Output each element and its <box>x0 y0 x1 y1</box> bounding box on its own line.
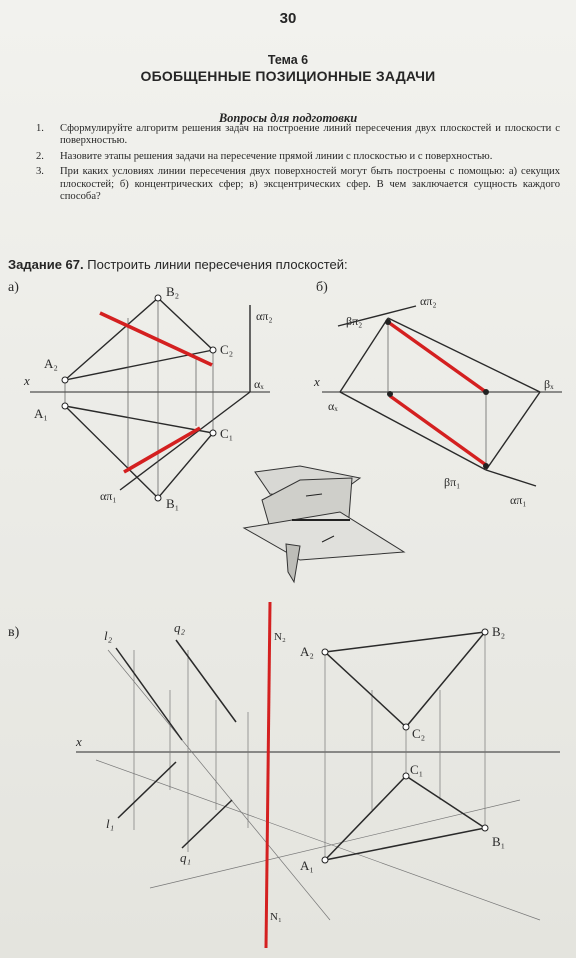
label-l2: l₂ <box>104 628 113 643</box>
task-label: Задание 67. <box>8 257 84 272</box>
x-axis-label: x <box>24 373 30 388</box>
point-n2 <box>483 389 489 395</box>
page-title: ОБОБЩЕННЫЕ ПОЗИЦИОННЫЕ ЗАДАЧИ <box>140 68 436 84</box>
label-a1: A₁ <box>300 858 314 873</box>
triangle-abc-front <box>325 632 485 727</box>
figure-a <box>8 280 273 511</box>
grid-line <box>150 800 520 888</box>
point-c1 <box>403 773 409 779</box>
point-a1 <box>322 857 328 863</box>
triangle-abc-front <box>65 298 213 380</box>
label-beta-pi1: βπ₁ <box>444 475 461 489</box>
alpha-pi1-extension <box>486 470 536 486</box>
label-alpha-pi2: απ₂ <box>420 294 437 308</box>
label-b1: B₁ <box>492 834 506 849</box>
intersection-line-top <box>390 396 486 465</box>
label-alpha-pi1: απ₁ <box>100 489 117 503</box>
label-a2: A₂ <box>300 644 314 659</box>
label-b2: B₂ <box>166 284 180 299</box>
x-axis-label: x <box>314 374 320 389</box>
question-text: При каких условиях линии пересечения двух поверхностей могут быть построены с помощью: а) секущих плоскостей; б) концентрических сфер; в) эксцентрических сфер. В чем заключается сущность каждого способа? <box>60 166 560 203</box>
triangle-abc-top <box>65 406 213 498</box>
point-a2 <box>322 649 328 655</box>
label-q2: q₂ <box>174 620 186 635</box>
label-beta-pi2: βπ₂ <box>346 314 363 328</box>
point-m1 <box>387 391 393 397</box>
label-c2: C₂ <box>220 342 234 357</box>
grid-line <box>96 760 540 920</box>
label-n2: N₂ <box>274 631 286 643</box>
plane-stem <box>286 544 300 582</box>
label-alpha-pi1: απ₁ <box>510 493 527 507</box>
point-b1 <box>155 495 161 501</box>
page-number: 30 <box>279 10 297 27</box>
point-c1 <box>210 430 216 436</box>
point-b2 <box>482 629 488 635</box>
alpha-pi1-trace <box>340 392 486 470</box>
label-a1: A₁ <box>34 406 48 421</box>
point-b1 <box>482 825 488 831</box>
line-l2 <box>116 648 182 740</box>
label-l1: l₁ <box>106 816 115 831</box>
beta-pi2-trace <box>340 318 388 392</box>
figure-a-tag: а) <box>8 280 19 295</box>
point-a1 <box>62 403 68 409</box>
label-b2: B₂ <box>492 624 506 639</box>
question-number: 3. <box>36 166 44 178</box>
label-c1: C₁ <box>410 762 424 777</box>
beta-pi2-continued <box>388 318 540 392</box>
label-alpha-pi2: απ₂ <box>256 309 273 323</box>
point-m2 <box>385 319 391 325</box>
label-q1: q₁ <box>180 850 192 865</box>
figure-b <box>313 280 562 507</box>
question-number: 2. <box>36 150 44 162</box>
label-a2: A₂ <box>44 356 58 371</box>
topic-label: Тема 6 <box>267 53 309 67</box>
label-b1: B₁ <box>166 496 180 511</box>
planes-illustration <box>244 466 404 582</box>
task-text: Построить линии пересечения плоскостей: <box>87 257 348 272</box>
intersection-line-top <box>124 428 200 472</box>
triangle-abc-top <box>325 776 485 860</box>
figure-v-tag: в) <box>8 625 20 640</box>
questions-heading: Вопросы для подготовки <box>218 111 358 125</box>
figure-b-tag: б) <box>316 280 328 295</box>
line-q1 <box>182 800 232 848</box>
label-n1: N₁ <box>270 911 282 923</box>
beta-pi1-trace <box>486 392 540 470</box>
label-alpha-x: αₓ <box>328 399 338 413</box>
point-n1 <box>483 463 489 469</box>
label-c1: C₁ <box>220 426 234 441</box>
line-q2 <box>176 640 236 722</box>
point-c2 <box>403 724 409 730</box>
red-line <box>266 602 270 948</box>
alpha-pi1-trace <box>120 392 250 490</box>
label-beta-x: βₓ <box>544 377 554 391</box>
x-axis-label: x <box>76 734 82 749</box>
figure-v <box>8 602 560 948</box>
intersection-line-front <box>388 322 486 392</box>
line-l1 <box>118 762 176 818</box>
label-c2: C₂ <box>412 726 426 741</box>
question-text: Назовите этапы решения задачи на пересечение прямой линии с плоскостью и с поверхностью. <box>60 150 493 162</box>
question-text: Сформулируйте алгоритм решения задач на построение линий пересечения двух плоскостей и плоскости с поверхностью. <box>60 123 560 147</box>
point-c2 <box>210 347 216 353</box>
grid-line <box>108 650 330 920</box>
point-a2 <box>62 377 68 383</box>
label-alpha-x: αₓ <box>254 377 264 391</box>
intersection-line-front <box>100 313 212 365</box>
question-number: 1. <box>36 123 44 134</box>
point-b2 <box>155 295 161 301</box>
